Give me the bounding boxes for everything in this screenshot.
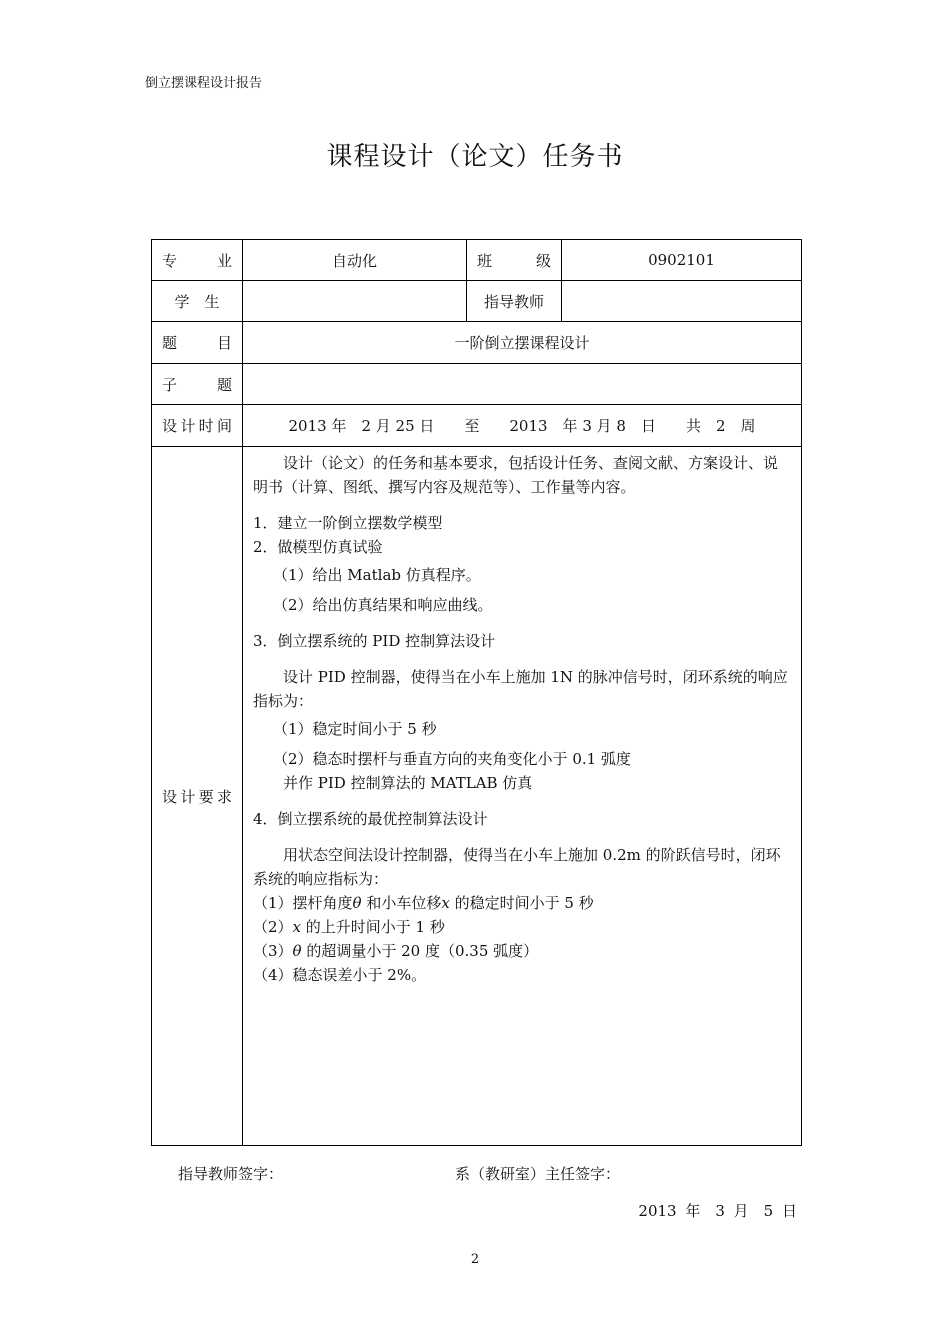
row-major-class: [152, 240, 802, 281]
req-item-4: 4．倒立摆系统的最优控制算法设计: [253, 810, 488, 828]
signature-date: 2013 年 3 月 5 日: [638, 1202, 797, 1220]
major-label: 专 业: [152, 240, 243, 281]
subtopic-label: 子 题: [152, 364, 243, 405]
task-form-table: [151, 239, 802, 1146]
subtopic-value: [243, 364, 802, 405]
director-signature-label: 系（教研室）主任签字：: [455, 1165, 621, 1183]
theta-symbol: θ: [292, 942, 302, 960]
class-label: 班 级: [467, 240, 562, 281]
req-item-4-desc: 用状态空间法设计控制器，使得当在小车上施加 0.2m 的阶跃信号时，闭环系统的响应指标为：: [253, 846, 781, 888]
req-item-2: 2．做模型仿真试验: [253, 538, 383, 556]
req-item-4-3: （3）θ 的超调量小于 20 度（0.35 弧度）: [253, 942, 539, 960]
row-requirements: [152, 447, 802, 1146]
req-item-3-desc: 设计 PID 控制器，使得当在小车上施加 1N 的脉冲信号时，闭环系统的响应指标为：: [253, 668, 788, 710]
time-label: 设计时间: [152, 405, 243, 447]
req-item-3: 3．倒立摆系统的 PID 控制算法设计: [253, 632, 496, 650]
advisor-value: [562, 281, 802, 322]
row-design-time: [152, 405, 802, 447]
row-subtopic: [152, 364, 802, 405]
req-item-4-1: （1）摆杆角度θ 和小车位移x 的稳定时间小于 5 秒: [253, 894, 594, 912]
topic-label: 题 目: [152, 322, 243, 364]
req-intro: 设计（论文）的任务和基本要求，包括设计任务、查阅文献、方案设计、说明书（计算、图纸、撰写内容及规范等）、工作量等内容。: [253, 454, 779, 496]
page-number: 2: [470, 1252, 480, 1267]
req-item-3-1: （1）稳定时间小于 5 秒: [273, 720, 437, 738]
req-item-3-3: 并作 PID 控制算法的 MATLAB 仿真: [283, 774, 533, 792]
req-item-2-2: （2）给出仿真结果和响应曲线。: [273, 596, 493, 614]
running-header: 倒立摆课程设计报告: [145, 76, 263, 91]
requirements-label: 设计要求: [152, 447, 243, 1146]
x-symbol: x: [292, 918, 302, 936]
req-item-4-2: （2）x 的上升时间小于 1 秒: [253, 918, 445, 936]
req-item-4-4: （4）稳态误差小于 2%。: [253, 966, 427, 984]
topic-value: 一阶倒立摆课程设计: [243, 322, 802, 364]
x-symbol: x: [441, 894, 450, 912]
page-title: 课程设计（论文）任务书: [326, 142, 624, 172]
requirements-content: [243, 447, 802, 1146]
row-student-advisor: [152, 281, 802, 322]
req-item-2-1: （1）给出 Matlab 仿真程序。: [273, 566, 481, 584]
req-item-3-2: （2）稳态时摆杆与垂直方向的夹角变化小于 0.1 弧度: [273, 750, 631, 768]
time-value: 2013 年 2 月 25 日 至 2013 年 3 月 8 日 共 2 周: [243, 405, 802, 447]
advisor-signature-label: 指导教师签字：: [178, 1165, 284, 1183]
req-item-1: 1．建立一阶倒立摆数学模型: [253, 514, 443, 532]
class-value: 0902101: [562, 240, 802, 281]
major-value: 自动化: [243, 240, 467, 281]
theta-symbol: θ: [352, 894, 362, 912]
student-value: [243, 281, 467, 322]
student-label: 学 生: [152, 281, 243, 322]
row-topic: [152, 322, 802, 364]
advisor-label: 指导教师: [467, 281, 562, 322]
